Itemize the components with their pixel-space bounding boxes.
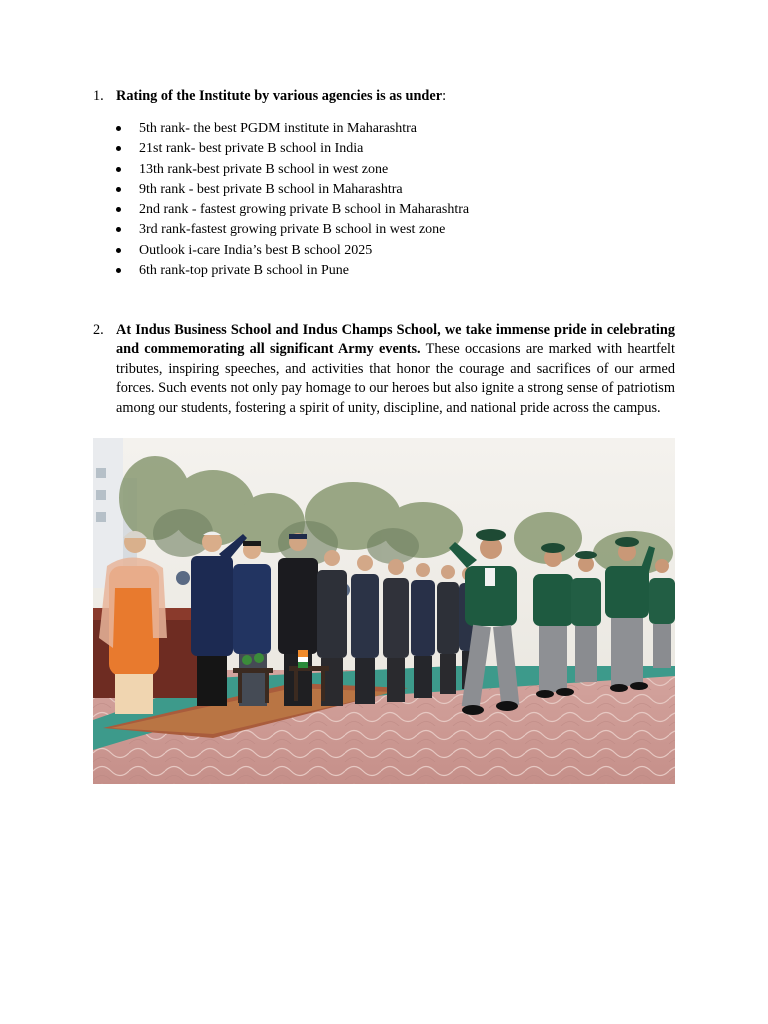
bullet-icon [93,261,139,281]
bullet-icon [93,200,139,220]
list-item: 2nd rank - fastest growing private B school in Maharashtra [93,200,675,220]
bullet-icon [93,160,139,180]
list-item: Outlook i-care India’s best B school 2025 [93,241,675,261]
ratings-list [93,119,675,281]
list-item: 3rd rank-fastest growing private B school in west zone [93,220,675,240]
list-item: 5th rank- the best PGDM institute in Maharashtra [93,119,675,139]
army-events-section [93,321,675,418]
ratings-heading-text: Rating of the Institute by various agencies is as under [116,88,443,104]
army-event-parade-photo [93,438,675,784]
list-item: 9th rank - best private B school in Maharashtra [93,180,675,200]
bullet-icon [93,139,139,159]
ratings-section [93,86,675,281]
item-number-2: 2. [93,322,104,338]
list-item: 6th rank-top private B school in Pune [93,261,675,281]
bullet-icon [93,220,139,240]
bullet-icon [93,241,139,261]
ratings-heading [93,86,675,106]
bullet-icon [93,119,139,139]
list-item: 21st rank- best private B school in India [93,139,675,159]
army-events-paragraph [116,321,675,418]
bullet-icon [93,180,139,200]
ratings-heading-colon: : [442,88,447,104]
list-item: 13th rank-best private B school in west zone [93,160,675,180]
army-events-bold-text: At Indus Business School and Indus Champs School, we take immense pride in celebrating and commemorating all significant Army events. [116,322,675,358]
army-events-body-text: These occasions are marked with heartfelt tributes, inspiring speeches, and activities that honor the courage and sacrifices of our armed forces. Such events not only pay homage to our heroes but also ignite a strong sense of patriotism among our students, fostering a spirit of unity, discipline, and national pride across the campus. [116,341,675,416]
item-number-1: 1. [93,88,104,104]
